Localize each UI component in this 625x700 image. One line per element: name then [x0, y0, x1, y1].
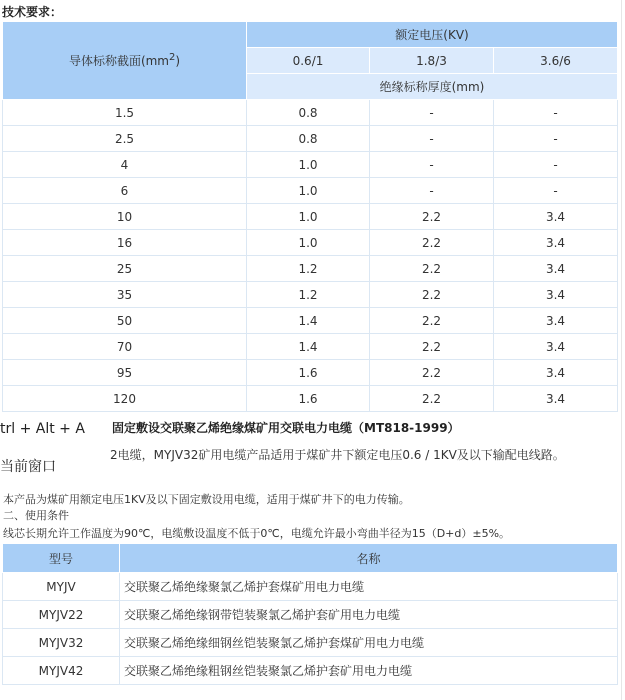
table-cell: 10 — [3, 204, 247, 230]
model-cell: MYJV — [3, 573, 120, 601]
table-cell: 2.2 — [370, 282, 494, 308]
table-cell: 1.4 — [247, 308, 370, 334]
table-cell: 6 — [3, 178, 247, 204]
cross-section-header — [3, 22, 247, 100]
model-cell: MYJV22 — [3, 601, 120, 629]
table-cell: 16 — [3, 230, 247, 256]
table-row — [3, 152, 618, 178]
cross-section-header-suffix: ) — [175, 54, 181, 68]
voltage-col-1: 1.8/3 — [370, 48, 494, 74]
table-cell: 2.2 — [370, 308, 494, 334]
table-cell: 3.4 — [494, 204, 618, 230]
table-row — [3, 178, 618, 204]
tech-requirements-title: 技术要求： — [2, 5, 63, 19]
model-cell: MYJV32 — [3, 629, 120, 657]
table-cell: - — [370, 100, 494, 126]
table-cell: 1.2 — [247, 282, 370, 308]
current-window-text: 当前窗口 — [0, 459, 56, 475]
name-cell: 交联聚乙烯绝缘钢带铠装聚氯乙烯护套矿用电力电缆 — [120, 601, 618, 629]
table-cell: 25 — [3, 256, 247, 282]
table-cell: 2.5 — [3, 126, 247, 152]
rated-voltage-header: 额定电压(KV) — [247, 22, 618, 48]
usage-paragraph: 本产品为煤矿用额定电压1KV及以下固定敷设用电缆，适用于煤矿井下的电力传输。 — [3, 493, 410, 506]
table-cell: 1.2 — [247, 256, 370, 282]
table-row — [3, 601, 618, 629]
table-cell: 1.0 — [247, 178, 370, 204]
table-cell: 95 — [3, 360, 247, 386]
table-cell: 3.4 — [494, 360, 618, 386]
conditions-heading: 二、使用条件 — [3, 509, 69, 522]
table-row — [3, 657, 618, 685]
table-cell: - — [370, 126, 494, 152]
table-row — [3, 386, 618, 412]
shortcut-text: trl + Alt + A — [0, 421, 85, 437]
table-cell: 3.4 — [494, 282, 618, 308]
table-row — [3, 334, 618, 360]
cross-section-header-text: 导体标称截面(mm — [68, 54, 169, 68]
table-cell: - — [370, 152, 494, 178]
spec-table-body — [3, 100, 618, 412]
table-cell: 3.4 — [494, 386, 618, 412]
table-cell: 3.4 — [494, 334, 618, 360]
page-right-border — [621, 0, 622, 700]
model-header: 型号 — [3, 544, 120, 573]
table-cell: 1.4 — [247, 334, 370, 360]
table-cell: 1.0 — [247, 204, 370, 230]
table-row — [3, 308, 618, 334]
table-cell: 2.2 — [370, 204, 494, 230]
table-cell: 1.6 — [247, 386, 370, 412]
conditions-paragraph: 线芯长期允许工作温度为90℃，电缆敷设温度不低于0℃，电缆允许最小弯曲半径为15（D+d）±5%。 — [3, 527, 511, 540]
table-row — [3, 204, 618, 230]
model-table — [2, 543, 618, 685]
table-cell: 0.8 — [247, 100, 370, 126]
table-cell: 1.0 — [247, 152, 370, 178]
model-table-body — [3, 573, 618, 685]
name-cell: 交联聚乙烯绝缘聚氯乙烯护套煤矿用电力电缆 — [120, 573, 618, 601]
screenshot-shortcut-overlay — [0, 415, 110, 482]
table-cell: 70 — [3, 334, 247, 360]
voltage-col-2: 3.6/6 — [494, 48, 618, 74]
table-row — [3, 360, 618, 386]
product-section-text: 2电缆，MYJV32矿用电缆产品适用于煤矿井下额定电压0.6 / 1KV及以下输配电线路。 — [110, 448, 565, 462]
table-row — [3, 126, 618, 152]
table-cell: 1.6 — [247, 360, 370, 386]
table-row — [3, 100, 618, 126]
table-cell: 35 — [3, 282, 247, 308]
name-cell: 交联聚乙烯绝缘细钢丝铠装聚氯乙烯护套煤矿用电力电缆 — [120, 629, 618, 657]
table-row — [3, 629, 618, 657]
table-cell: 3.4 — [494, 256, 618, 282]
table-cell: 3.4 — [494, 308, 618, 334]
model-cell: MYJV42 — [3, 657, 120, 685]
table-cell: - — [494, 152, 618, 178]
table-cell: 3.4 — [494, 230, 618, 256]
table-row — [3, 573, 618, 601]
table-cell: 1.0 — [247, 230, 370, 256]
table-cell: 50 — [3, 308, 247, 334]
table-row — [3, 282, 618, 308]
table-row — [3, 256, 618, 282]
table-cell: 2.2 — [370, 386, 494, 412]
table-cell: - — [494, 178, 618, 204]
table-cell: 4 — [3, 152, 247, 178]
name-header: 名称 — [120, 544, 618, 573]
cross-section-header-sup: 2 — [169, 52, 176, 63]
table-cell: 2.2 — [370, 334, 494, 360]
table-cell: 120 — [3, 386, 247, 412]
table-cell: 2.2 — [370, 230, 494, 256]
table-cell: 2.2 — [370, 256, 494, 282]
table-cell: - — [494, 100, 618, 126]
table-cell: 2.2 — [370, 360, 494, 386]
name-cell: 交联聚乙烯绝缘粗钢丝铠装聚氯乙烯护套矿用电力电缆 — [120, 657, 618, 685]
product-section-title: 固定敷设交联聚乙烯绝缘煤矿用交联电力电缆（MT818-1999） — [112, 421, 460, 435]
table-cell: - — [494, 126, 618, 152]
voltage-col-0: 0.6/1 — [247, 48, 370, 74]
table-cell: 1.5 — [3, 100, 247, 126]
table-row — [3, 230, 618, 256]
table-cell: 0.8 — [247, 126, 370, 152]
spec-table — [2, 21, 618, 412]
table-cell: - — [370, 178, 494, 204]
insulation-thickness-header: 绝缘标称厚度(mm) — [247, 74, 618, 100]
